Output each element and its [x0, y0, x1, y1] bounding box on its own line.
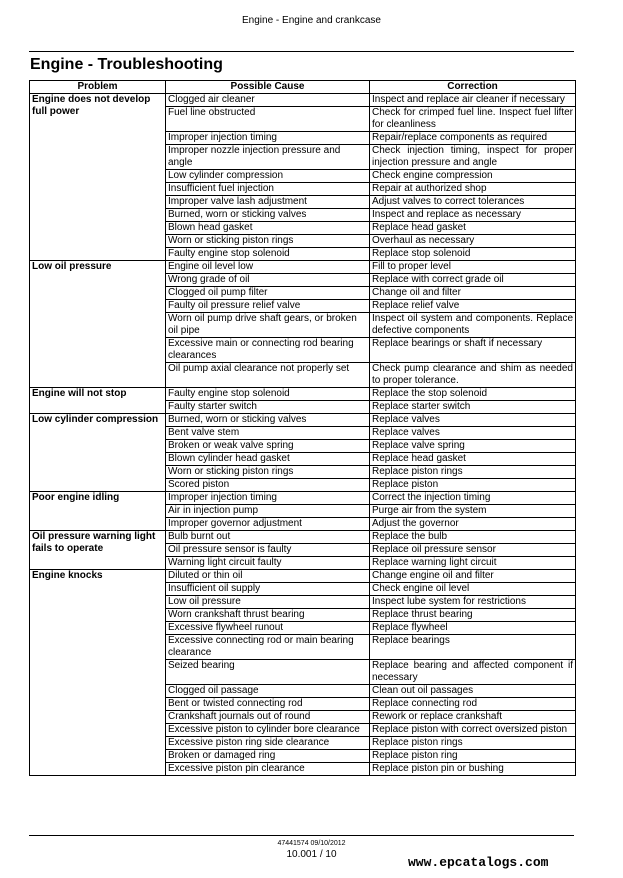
cause-cell: Bulb burnt out: [166, 531, 370, 544]
cause-cell: Excessive piston pin clearance: [166, 763, 370, 776]
correction-cell: Replace bearing and affected component if necessary: [370, 660, 576, 685]
correction-cell: Replace thrust bearing: [370, 609, 576, 622]
correction-cell: Replace piston with correct oversized piston: [370, 724, 576, 737]
table-body: [30, 94, 576, 776]
cause-cell: Faulty oil pressure relief valve: [166, 300, 370, 313]
correction-cell: Replace valve spring: [370, 440, 576, 453]
cause-cell: Seized bearing: [166, 660, 370, 685]
correction-cell: Replace bearings: [370, 635, 576, 660]
cause-cell: Bent valve stem: [166, 427, 370, 440]
correction-cell: Replace warning light circuit: [370, 557, 576, 570]
problem-cell: Oil pressure warning light fails to operate: [30, 531, 166, 570]
footer-rule: [29, 835, 574, 836]
correction-cell: Repair/replace components as required: [370, 132, 576, 145]
correction-cell: Replace the bulb: [370, 531, 576, 544]
problem-cell: Engine will not stop: [30, 388, 166, 414]
correction-cell: Correct the injection timing: [370, 492, 576, 505]
cause-cell: Broken or weak valve spring: [166, 440, 370, 453]
table-row: [30, 261, 576, 274]
correction-cell: Replace relief valve: [370, 300, 576, 313]
correction-cell: Check for crimped fuel line. Inspect fuel lifter for cleanliness: [370, 107, 576, 132]
correction-cell: Inspect lube system for restrictions: [370, 596, 576, 609]
cause-cell: Excessive flywheel runout: [166, 622, 370, 635]
problem-cell: Low oil pressure: [30, 261, 166, 388]
cause-cell: Insufficient fuel injection: [166, 183, 370, 196]
cause-cell: Faulty engine stop solenoid: [166, 248, 370, 261]
cause-cell: Improper governor adjustment: [166, 518, 370, 531]
correction-cell: Replace piston: [370, 479, 576, 492]
cause-cell: Worn crankshaft thrust bearing: [166, 609, 370, 622]
correction-cell: Replace piston pin or bushing: [370, 763, 576, 776]
cause-cell: Improper injection timing: [166, 492, 370, 505]
cause-cell: Oil pump axial clearance not properly set: [166, 363, 370, 388]
problem-cell: Engine does not develop full power: [30, 94, 166, 261]
correction-cell: Change oil and filter: [370, 287, 576, 300]
cause-cell: Burned, worn or sticking valves: [166, 209, 370, 222]
cause-cell: Blown head gasket: [166, 222, 370, 235]
correction-cell: Replace with correct grade oil: [370, 274, 576, 287]
cause-cell: Bent or twisted connecting rod: [166, 698, 370, 711]
cause-cell: Air in injection pump: [166, 505, 370, 518]
correction-cell: Check pump clearance and shim as needed to proper tolerance.: [370, 363, 576, 388]
cause-cell: Oil pressure sensor is faulty: [166, 544, 370, 557]
cause-cell: Improper valve lash adjustment: [166, 196, 370, 209]
watermark-url: www.epcatalogs.com: [408, 855, 549, 870]
cause-cell: Broken or damaged ring: [166, 750, 370, 763]
correction-cell: Replace valves: [370, 414, 576, 427]
problem-cell: Poor engine idling: [30, 492, 166, 531]
correction-cell: Replace piston ring: [370, 750, 576, 763]
cause-cell: Clogged air cleaner: [166, 94, 370, 107]
header-rule: [29, 51, 574, 52]
cause-cell: Blown cylinder head gasket: [166, 453, 370, 466]
cause-cell: Wrong grade of oil: [166, 274, 370, 287]
cause-cell: Diluted or thin oil: [166, 570, 370, 583]
correction-cell: Replace stop solenoid: [370, 248, 576, 261]
correction-cell: Change engine oil and filter: [370, 570, 576, 583]
correction-cell: Replace bearings or shaft if necessary: [370, 338, 576, 363]
cause-cell: Fuel line obstructed: [166, 107, 370, 132]
cause-cell: Improper injection timing: [166, 132, 370, 145]
column-header-correction: Correction: [370, 81, 576, 94]
table-row: [30, 492, 576, 505]
correction-cell: Repair at authorized shop: [370, 183, 576, 196]
correction-cell: Clean out oil passages: [370, 685, 576, 698]
cause-cell: Warning light circuit faulty: [166, 557, 370, 570]
cause-cell: Excessive main or connecting rod bearing clearances: [166, 338, 370, 363]
correction-cell: Replace flywheel: [370, 622, 576, 635]
column-header-possible-cause: Possible Cause: [166, 81, 370, 94]
correction-cell: Replace oil pressure sensor: [370, 544, 576, 557]
problem-cell: Engine knocks: [30, 570, 166, 776]
table-header-row: [30, 81, 576, 94]
table-row: [30, 570, 576, 583]
correction-cell: Purge air from the system: [370, 505, 576, 518]
cause-cell: Worn oil pump drive shaft gears, or broken oil pipe: [166, 313, 370, 338]
table-row: [30, 414, 576, 427]
cause-cell: Worn or sticking piston rings: [166, 235, 370, 248]
cause-cell: Worn or sticking piston rings: [166, 466, 370, 479]
cause-cell: Scored piston: [166, 479, 370, 492]
cause-cell: Burned, worn or sticking valves: [166, 414, 370, 427]
cause-cell: Clogged oil passage: [166, 685, 370, 698]
correction-cell: Replace head gasket: [370, 453, 576, 466]
correction-cell: Check injection timing, inspect for proper injection pressure and angle: [370, 145, 576, 170]
correction-cell: Replace the stop solenoid: [370, 388, 576, 401]
cause-cell: Improper nozzle injection pressure and angle: [166, 145, 370, 170]
cause-cell: Insufficient oil supply: [166, 583, 370, 596]
correction-cell: Adjust the governor: [370, 518, 576, 531]
correction-cell: Replace valves: [370, 427, 576, 440]
correction-cell: Replace piston rings: [370, 466, 576, 479]
correction-cell: Fill to proper level: [370, 261, 576, 274]
correction-cell: Check engine oil level: [370, 583, 576, 596]
correction-cell: Replace connecting rod: [370, 698, 576, 711]
section-title: Engine - Troubleshooting: [30, 56, 223, 73]
correction-cell: Inspect and replace as necessary: [370, 209, 576, 222]
cause-cell: Excessive piston ring side clearance: [166, 737, 370, 750]
doc-reference: 47441574 09/10/2012: [277, 840, 346, 847]
table-row: [30, 94, 576, 107]
page-number: 10.001 / 10: [286, 849, 337, 860]
correction-cell: Inspect and replace air cleaner if necessary: [370, 94, 576, 107]
cause-cell: Faulty starter switch: [166, 401, 370, 414]
cause-cell: Engine oil level low: [166, 261, 370, 274]
correction-cell: Adjust valves to correct tolerances: [370, 196, 576, 209]
table-row: [30, 531, 576, 544]
cause-cell: Crankshaft journals out of round: [166, 711, 370, 724]
table-row: [30, 388, 576, 401]
column-header-problem: Problem: [30, 81, 166, 94]
correction-cell: Replace piston rings: [370, 737, 576, 750]
cause-cell: Low cylinder compression: [166, 170, 370, 183]
running-header: Engine - Engine and crankcase: [242, 15, 381, 26]
cause-cell: Faulty engine stop solenoid: [166, 388, 370, 401]
correction-cell: Replace starter switch: [370, 401, 576, 414]
correction-cell: Inspect oil system and components. Replace defective components: [370, 313, 576, 338]
problem-cell: Low cylinder compression: [30, 414, 166, 492]
troubleshooting-table: [29, 80, 576, 776]
cause-cell: Clogged oil pump filter: [166, 287, 370, 300]
cause-cell: Excessive connecting rod or main bearing clearance: [166, 635, 370, 660]
cause-cell: Excessive piston to cylinder bore clearance: [166, 724, 370, 737]
correction-cell: Overhaul as necessary: [370, 235, 576, 248]
cause-cell: Low oil pressure: [166, 596, 370, 609]
correction-cell: Replace head gasket: [370, 222, 576, 235]
correction-cell: Rework or replace crankshaft: [370, 711, 576, 724]
correction-cell: Check engine compression: [370, 170, 576, 183]
